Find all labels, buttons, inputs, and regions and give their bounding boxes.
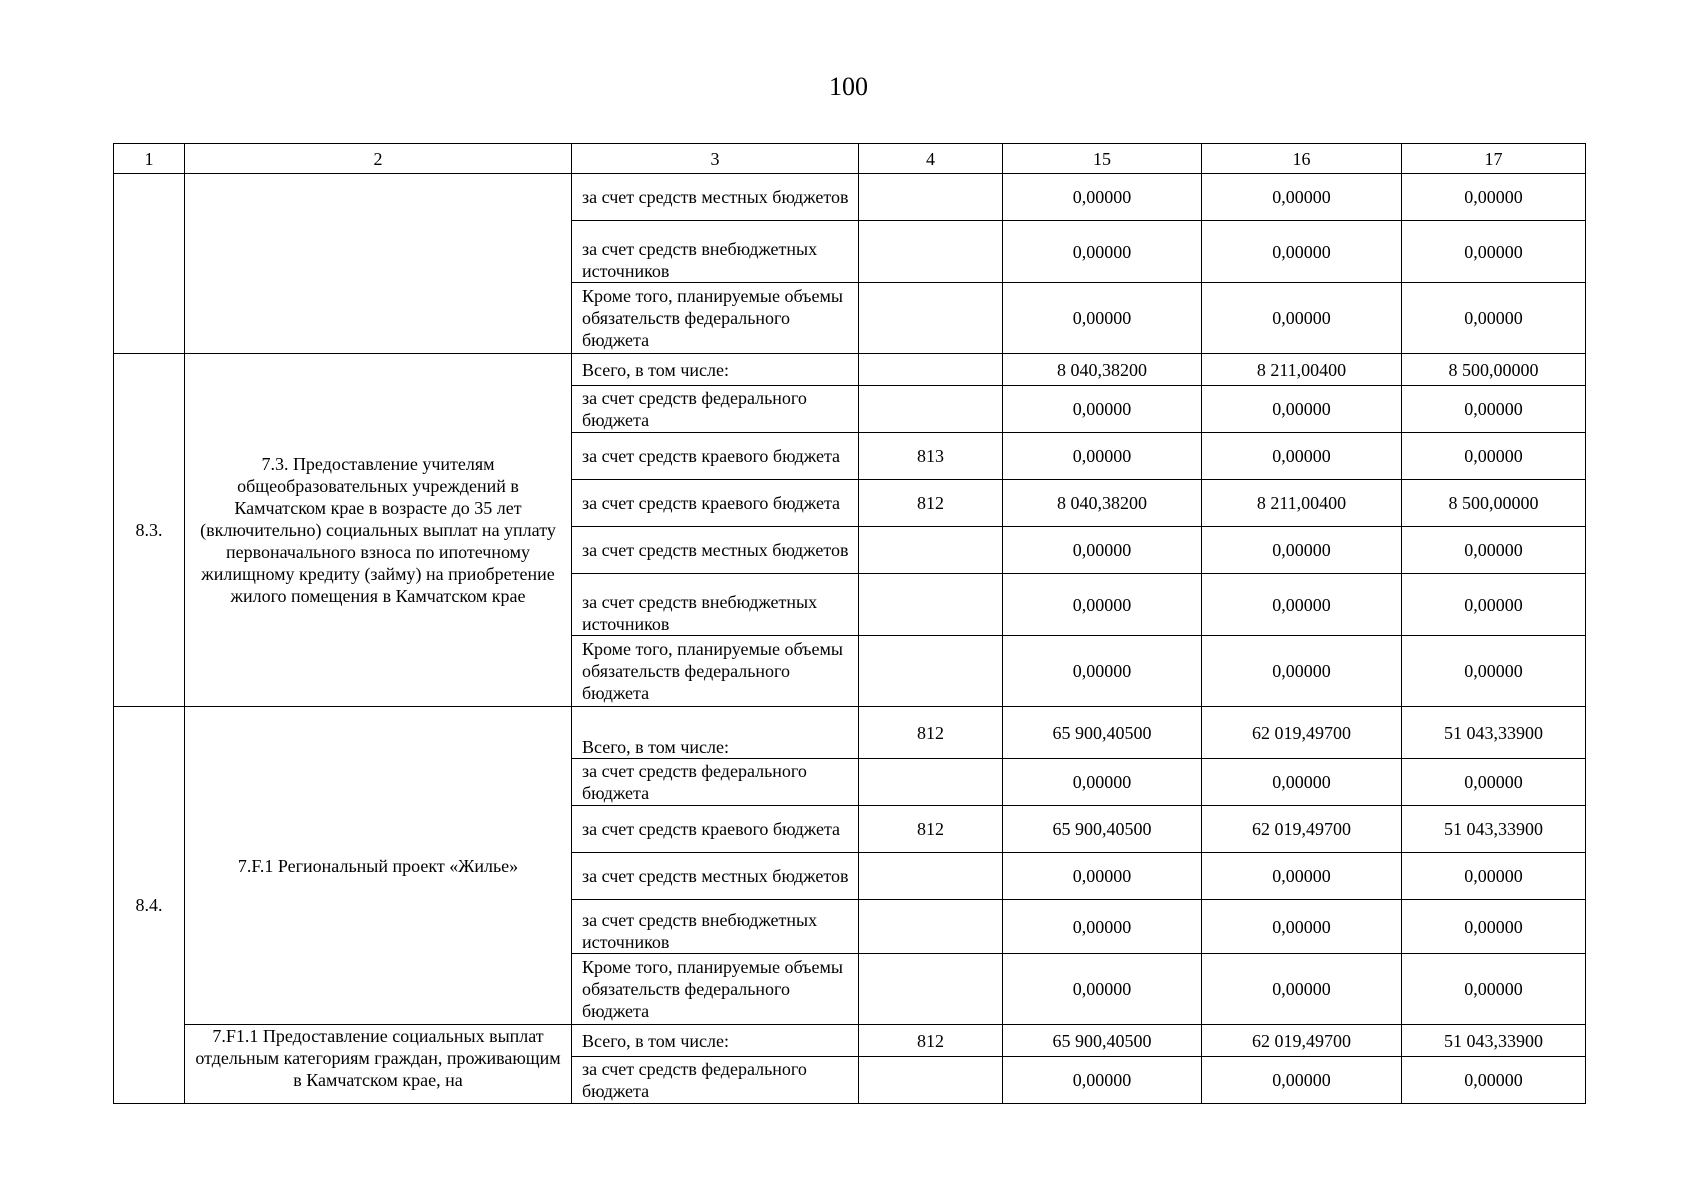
- value-17: 0,00000: [1402, 636, 1586, 707]
- budget-code: 812: [859, 707, 1003, 759]
- value-17: 0,00000: [1402, 283, 1586, 354]
- value-16: 0,00000: [1202, 283, 1402, 354]
- program-name-cell: [185, 174, 572, 354]
- value-15: 0,00000: [1003, 900, 1202, 954]
- value-15: 0,00000: [1003, 221, 1202, 283]
- funding-source: за счет средств внебюджетных источников: [572, 900, 859, 954]
- value-17: 0,00000: [1402, 221, 1586, 283]
- header-cell: 15: [1003, 144, 1202, 174]
- value-16: 0,00000: [1202, 174, 1402, 221]
- value-15: 8 040,38200: [1003, 354, 1202, 386]
- value-15: 0,00000: [1003, 386, 1202, 433]
- value-15: 0,00000: [1003, 1057, 1202, 1104]
- funding-source: за счет средств местных бюджетов: [572, 174, 859, 221]
- value-15: 0,00000: [1003, 853, 1202, 900]
- value-16: 0,00000: [1202, 433, 1402, 480]
- funding-source: Всего, в том числе:: [572, 354, 859, 386]
- value-15: 0,00000: [1003, 283, 1202, 354]
- value-17: 0,00000: [1402, 433, 1586, 480]
- value-16: 0,00000: [1202, 900, 1402, 954]
- budget-code: [859, 853, 1003, 900]
- value-17: 0,00000: [1402, 527, 1586, 574]
- header-cell: 17: [1402, 144, 1586, 174]
- header-cell: 16: [1202, 144, 1402, 174]
- budget-code: 812: [859, 1025, 1003, 1057]
- value-16: 62 019,49700: [1202, 707, 1402, 759]
- value-17: 0,00000: [1402, 900, 1586, 954]
- funding-source: Кроме того, планируемые объемы обязательств федерального бюджета: [572, 954, 859, 1025]
- value-17: 0,00000: [1402, 574, 1586, 636]
- funding-source: Кроме того, планируемые объемы обязательств федерального бюджета: [572, 636, 859, 707]
- funding-source: Всего, в том числе:: [572, 707, 859, 759]
- table-row: [114, 707, 1586, 759]
- header-cell: 3: [572, 144, 859, 174]
- budget-code: [859, 900, 1003, 954]
- budget-code: [859, 354, 1003, 386]
- value-17: 0,00000: [1402, 174, 1586, 221]
- value-15: 0,00000: [1003, 759, 1202, 806]
- value-17: 8 500,00000: [1402, 480, 1586, 527]
- funding-source: за счет средств местных бюджетов: [572, 527, 859, 574]
- budget-code: [859, 636, 1003, 707]
- value-17: 0,00000: [1402, 386, 1586, 433]
- value-17: 51 043,33900: [1402, 1025, 1586, 1057]
- value-15: 0,00000: [1003, 433, 1202, 480]
- funding-source: за счет средств федерального бюджета: [572, 759, 859, 806]
- page-number: 100: [829, 72, 868, 101]
- budget-code: [859, 283, 1003, 354]
- value-16: 8 211,00400: [1202, 480, 1402, 527]
- budget-code: [859, 1057, 1003, 1104]
- value-16: 0,00000: [1202, 221, 1402, 283]
- value-17: 0,00000: [1402, 1057, 1586, 1104]
- funding-source: за счет средств краевого бюджета: [572, 806, 859, 853]
- budget-code: [859, 954, 1003, 1025]
- budget-code: 812: [859, 480, 1003, 527]
- header-cell: 4: [859, 144, 1003, 174]
- funding-source: за счет средств внебюджетных источников: [572, 574, 859, 636]
- value-16: 0,00000: [1202, 759, 1402, 806]
- value-17: 51 043,33900: [1402, 707, 1586, 759]
- funding-source: за счет средств внебюджетных источников: [572, 221, 859, 283]
- program-name-cell: 7.F.1 Региональный проект «Жилье»: [185, 707, 572, 1025]
- value-15: 65 900,40500: [1003, 707, 1202, 759]
- funding-source: за счет средств местных бюджетов: [572, 853, 859, 900]
- budget-code: [859, 574, 1003, 636]
- table-row: [114, 354, 1586, 386]
- header-row: [114, 144, 1586, 174]
- table-row: [114, 174, 1586, 221]
- value-15: 0,00000: [1003, 174, 1202, 221]
- funding-source: за счет средств федерального бюджета: [572, 386, 859, 433]
- value-16: 8 211,00400: [1202, 354, 1402, 386]
- funding-source: за счет средств федерального бюджета: [572, 1057, 859, 1104]
- value-16: 62 019,49700: [1202, 1025, 1402, 1057]
- row-number-cell: [114, 174, 185, 354]
- value-16: 0,00000: [1202, 527, 1402, 574]
- value-15: 65 900,40500: [1003, 806, 1202, 853]
- value-16: 62 019,49700: [1202, 806, 1402, 853]
- budget-code: 813: [859, 433, 1003, 480]
- budget-code: [859, 221, 1003, 283]
- budget-table: [113, 143, 1586, 1104]
- budget-code: [859, 759, 1003, 806]
- value-16: 0,00000: [1202, 574, 1402, 636]
- funding-source: Кроме того, планируемые объемы обязательств федерального бюджета: [572, 283, 859, 354]
- value-16: 0,00000: [1202, 636, 1402, 707]
- value-15: 8 040,38200: [1003, 480, 1202, 527]
- subprogram-name-cell: 7.F1.1 Предоставление социальных выплат отдельным категориям граждан, проживающим в Камчатском крае, на: [185, 1025, 572, 1104]
- budget-code: [859, 386, 1003, 433]
- funding-source: за счет средств краевого бюджета: [572, 433, 859, 480]
- value-17: 0,00000: [1402, 954, 1586, 1025]
- value-16: 0,00000: [1202, 954, 1402, 1025]
- value-15: 0,00000: [1003, 954, 1202, 1025]
- value-16: 0,00000: [1202, 853, 1402, 900]
- budget-code: [859, 527, 1003, 574]
- budget-code: [859, 174, 1003, 221]
- value-16: 0,00000: [1202, 386, 1402, 433]
- budget-code: 812: [859, 806, 1003, 853]
- value-16: 0,00000: [1202, 1057, 1402, 1104]
- value-15: 0,00000: [1003, 636, 1202, 707]
- row-number-cell: 8.3.: [114, 354, 185, 707]
- funding-source: Всего, в том числе:: [572, 1025, 859, 1057]
- header-cell: 1: [114, 144, 185, 174]
- value-15: 0,00000: [1003, 574, 1202, 636]
- value-15: 0,00000: [1003, 527, 1202, 574]
- header-cell: 2: [185, 144, 572, 174]
- value-15: 65 900,40500: [1003, 1025, 1202, 1057]
- value-17: 51 043,33900: [1402, 806, 1586, 853]
- value-17: 0,00000: [1402, 759, 1586, 806]
- program-name-cell: 7.3. Предоставление учителям общеобразовательных учреждений в Камчатском крае в возрасте до 35 лет (включительно) социальных выплат на уплату первоначального взноса по ипотечному жилищному кредиту (займу) на приобретение жилого помещения в Камчатском крае: [185, 354, 572, 707]
- value-17: 0,00000: [1402, 853, 1586, 900]
- value-17: 8 500,00000: [1402, 354, 1586, 386]
- funding-source: за счет средств краевого бюджета: [572, 480, 859, 527]
- row-number-cell: 8.4.: [114, 707, 185, 1104]
- table-row: [114, 1025, 1586, 1057]
